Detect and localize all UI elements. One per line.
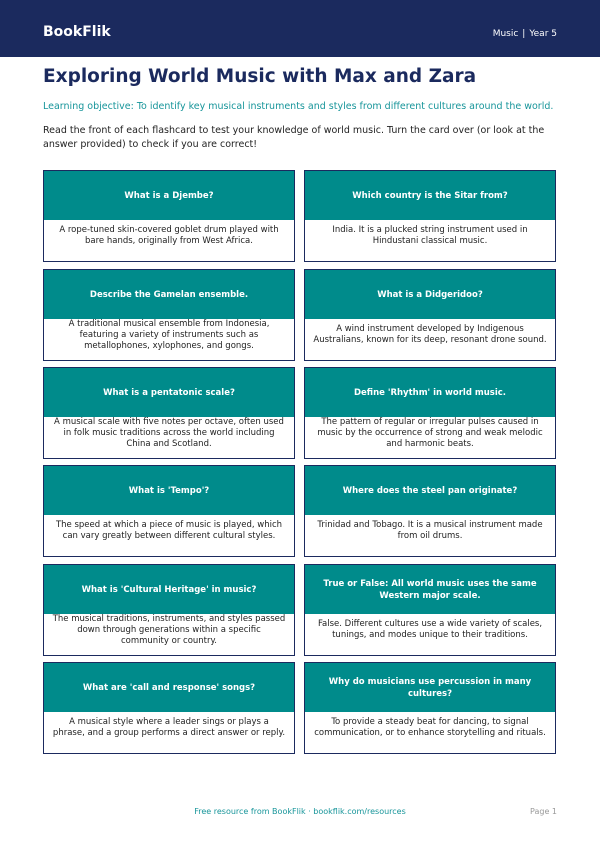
flashcard[interactable] <box>43 662 295 754</box>
flashcard[interactable] <box>304 465 556 557</box>
flashcard-front: What is a Djembe? <box>44 171 294 220</box>
flashcard-front: What is a Didgeridoo? <box>305 270 555 319</box>
page-number: Page 1 <box>530 807 557 816</box>
flashcard[interactable] <box>43 269 295 361</box>
flashcard-back: The pattern of regular or irregular pulses caused in music by the occurrence of strong and weak melodic and harmonic beats. <box>317 416 543 449</box>
flashcard-back: False. Different cultures use a wide variety of scales, tunings, and modes unique to their traditions. <box>317 619 543 640</box>
flashcard-front: What is 'Cultural Heritage' in music? <box>44 565 294 614</box>
flashcard-back: The speed at which a piece of music is played, which can vary greatly between different cultural styles. <box>55 520 283 541</box>
flashcard-back: A rope-tuned skin-covered goblet drum played with bare hands, originally from West Africa. <box>59 225 279 246</box>
intro-text: Read the front of each flashcard to test your knowledge of world music. Turn the card over (or look at the answer provided) to check if you are correct! <box>43 125 545 150</box>
flashcard-front: Where does the steel pan originate? <box>305 466 555 515</box>
flashcard[interactable] <box>304 269 556 361</box>
flashcard-back: A musical scale with five notes per octave, often used in folk music traditions across the world including China and Scotland. <box>54 416 284 449</box>
flashcard-back: The musical traditions, instruments, and styles passed down through generations within a specific community or country. <box>52 613 286 646</box>
subject-label: Music <box>492 29 519 39</box>
page-title: Exploring World Music with Max and Zara <box>43 66 477 87</box>
page-header <box>0 0 600 57</box>
flashcard[interactable] <box>43 367 295 459</box>
learning-objective: Learning objective: To identify key musical instruments and styles from different cultures around the world. <box>43 101 554 112</box>
year-label: Year 5 <box>529 29 557 39</box>
flashcard[interactable] <box>304 662 556 754</box>
flashcard[interactable] <box>304 367 556 459</box>
flashcard[interactable] <box>304 170 556 262</box>
flashcard-back: A musical style where a leader sings or plays a phrase, and a group performs a direct answer or reply. <box>52 717 286 738</box>
brand-logo: BookFlik <box>43 24 111 40</box>
flashcard-back: A traditional musical ensemble from Indonesia, featuring a variety of instruments such as metallophones, xylophones, and gongs. <box>68 318 270 351</box>
flashcard-front: Define 'Rhythm' in world music. <box>305 368 555 417</box>
flashcard[interactable] <box>304 564 556 656</box>
flashcard-front: Which country is the Sitar from? <box>305 171 555 220</box>
flashcard-back: A wind instrument developed by Indigenous Australians, known for its deep, resonant drone sound. <box>313 324 547 345</box>
flashcard-front: What is a pentatonic scale? <box>44 368 294 417</box>
flashcard-front: What are 'call and response' songs? <box>44 663 294 712</box>
flashcard-front: What is 'Tempo'? <box>44 466 294 515</box>
flashcard[interactable] <box>43 564 295 656</box>
flashcard-back: Trinidad and Tobago. It is a musical instrument made from oil drums. <box>317 520 543 541</box>
flashcard-front: Why do musicians use percussion in many cultures? <box>305 663 555 712</box>
flashcard-front: Describe the Gamelan ensemble. <box>44 270 294 319</box>
subject-year-label <box>493 28 557 40</box>
flashcard-back: India. It is a plucked string instrument used in Hindustani classical music. <box>332 225 528 246</box>
flashcard[interactable] <box>43 170 295 262</box>
flashcard-front: True or False: All world music uses the same Western major scale. <box>305 565 555 614</box>
flashcard-back: To provide a steady beat for dancing, to signal communication, or to enhance storytelling and rituals. <box>314 717 546 738</box>
footer-link[interactable]: Free resource from BookFlik · bookflik.com/resources <box>194 807 406 816</box>
flashcard[interactable] <box>43 465 295 557</box>
meta-separator: | <box>522 29 526 39</box>
